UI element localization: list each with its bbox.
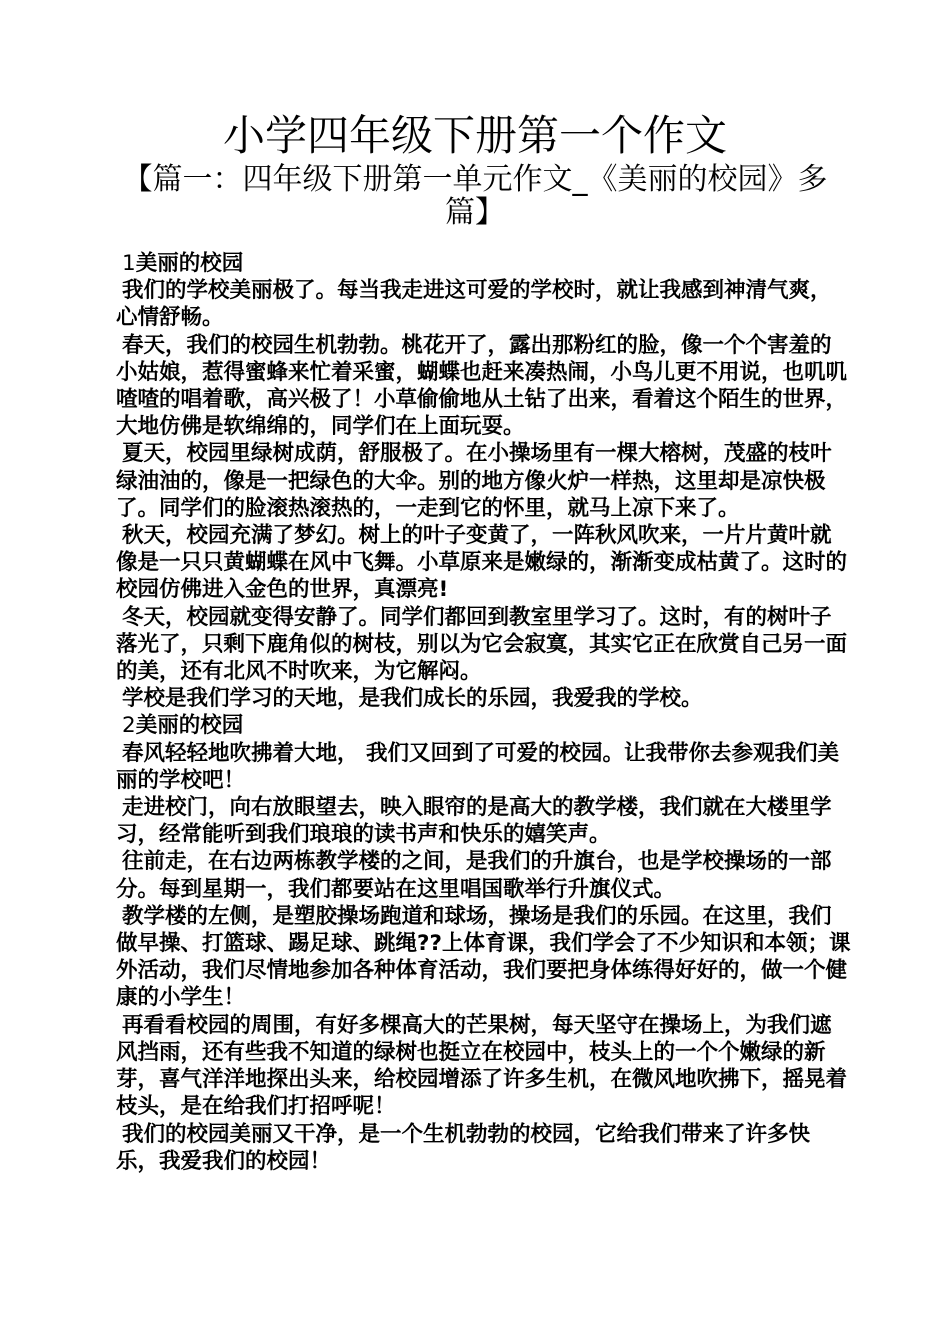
section-title: 美丽的校园 [135,713,244,739]
paragraph: 往前走，在右边两栋教学楼的之间，是我们的升旗台，也是学校操场的一部分。每到星期一，我们都要站在这里唱国歌举行升旗仪式。 [116,849,832,902]
paragraph: 春天，我们的校园生机勃勃。桃花开了，露出那粉红的脸，像一个个害羞的小姑娘，惹得蜜蜂来忙着采蜜，蝴蝶也赶来凑热闹，小鸟儿更不用说，也叽叽喳喳的唱着歌，高兴极了！小草偷偷地从土钻了出来，看着这个陌生的世界，大地仿佛是软绵绵的，同学们在上面玩耍。 [116,332,848,440]
section-heading [116,712,852,739]
section-number: 1 [122,251,136,276]
paragraph: 教学楼的左侧，是塑胶操场跑道和球场，操场是我们的乐园。在这里，我们做早操、打篮球、踢足球、跳绳??上体育课，我们学会了不少知识和本领；课外活动，我们尽情地参加各种体育活动，我们要把身体练得好好的，做一个健康的小学生！ [116,903,851,1011]
document-subtitle: 【篇一：四年级下册第一单元作文_《美丽的校园》多篇】 [122,162,828,230]
paragraph: 再看看校园的周围，有好多棵高大的芒果树，每天坚守在操场上，为我们遮风挡雨，还有些我不知道的绿树也挺立在校园中，枝头上的一个个嫩绿的新芽，喜气洋洋地探出头来，给校园增添了许多生机，在微风地吹拂下，摇晃着枝头，是在给我们打招呼呢！ [116,1012,848,1120]
paragraph: 秋天，校园充满了梦幻。树上的叶子变黄了，一阵秋风吹来，一片片黄叶就像是一只只黄蝴蝶在风中飞舞。小草原来是嫩绿的，渐渐变成枯黄了。这时的校园仿佛进入金色的世界，真漂亮! [116,523,848,603]
section-number: 2 [122,713,136,739]
section-title: 美丽的校园 [135,251,244,276]
paragraph: 走进校门，向右放眼望去，映入眼帘的是高大的教学楼，我们就在大楼里学习，经常能听到我们琅琅的读书声和快乐的嬉笑声。 [116,795,832,848]
document-title: 小学四年级下册第一个作文 [222,111,727,160]
paragraph: 学校是我们学习的天地，是我们成长的乐园，我爱我的学校。 [122,686,703,712]
paragraph: 夏天，校园里绿树成荫，舒服极了。在小操场里有一棵大榕树，茂盛的枝叶绿油油的，像是一把绿色的大伞。别的地方像火炉一样热，这里却是凉快极了。同学们的脸滚热滚热的，一走到它的怀里，就马上凉下来了。 [116,441,832,521]
paragraph: 我们的学校美丽极了。每当我走进这可爱的学校时，就让我感到神清气爽，心情舒畅。 [116,278,832,331]
paragraph: 冬天，校园就变得安静了。同学们都回到教室里学习了。这时，有的树叶子落光了，只剩下鹿角似的树枝，别以为它会寂寞，其实它正在欣赏自己另一面的美，还有北风不时吹来，为它解闷。 [116,604,848,685]
document-body [116,250,852,1175]
paragraph: 我们的校园美丽又干净，是一个生机勃勃的校园，它给我们带来了许多快乐，我爱我们的校园！ [116,1121,811,1174]
paragraph: 春风轻轻地吹拂着大地， 我们又回到了可爱的校园。让我带你去参观我们美丽的学校吧！ [116,740,839,793]
section-heading [116,250,852,277]
